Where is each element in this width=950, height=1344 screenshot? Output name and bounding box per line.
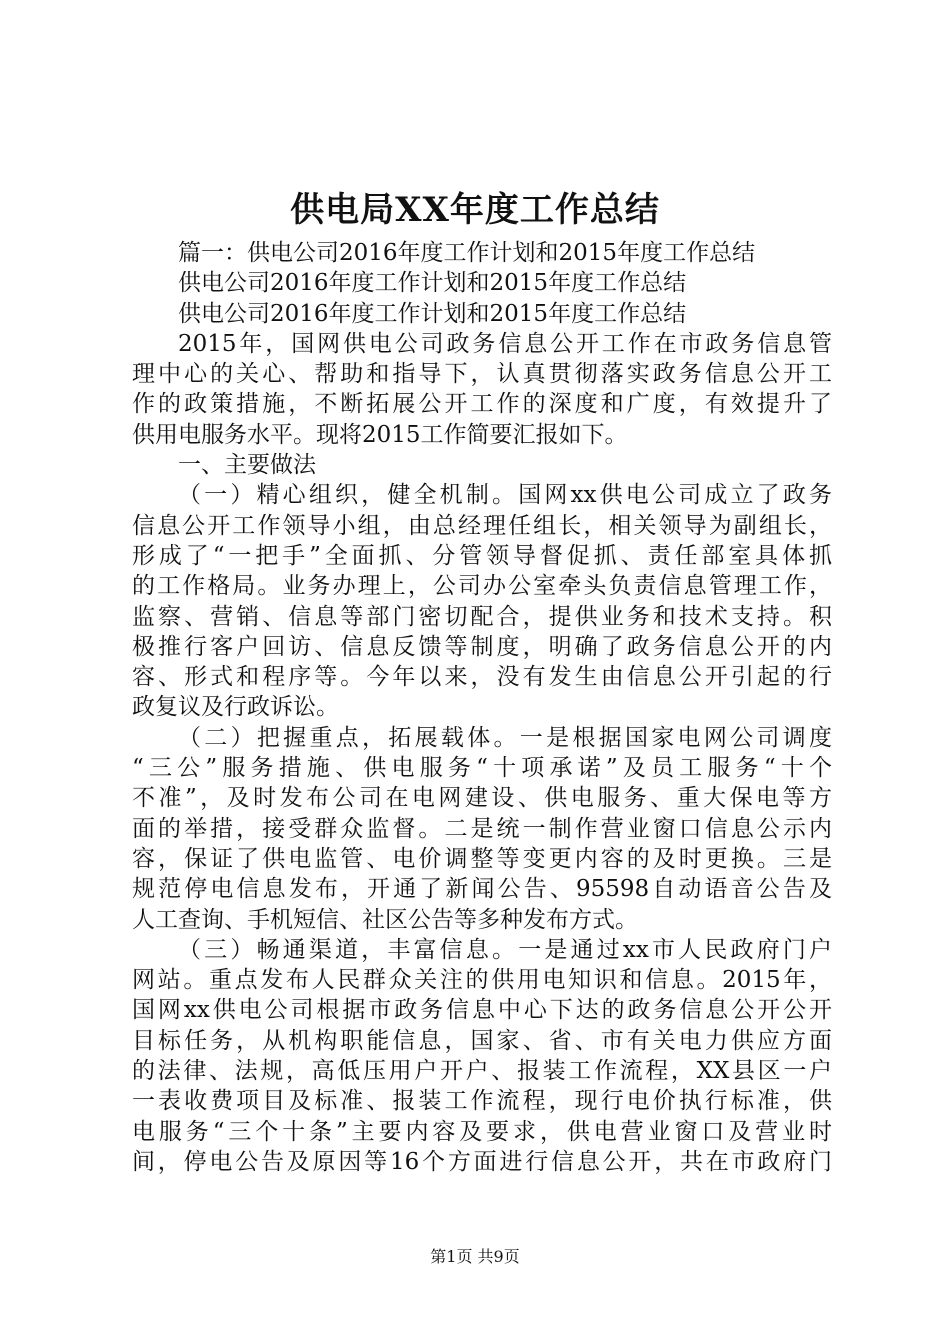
text-line: 理中心的关心、帮助和指导下，认真贯彻落实政务信息公开工 xyxy=(132,361,832,388)
text-line: 政复议及行政诉讼。 xyxy=(132,694,339,721)
text-line: 供用电服务水平。现将2015工作简要汇报如下。 xyxy=(132,421,628,448)
text-line: 2015年，国网供电公司政务信息公开工作在市政务信息管 xyxy=(178,330,832,357)
text-line: 篇一：供电公司2016年度工作计划和2015年度工作总结 xyxy=(178,240,756,266)
text-line: 容，保证了供电监管、电价调整等变更内容的及时更换。三是 xyxy=(132,845,832,872)
text-line: 的工作格局。业务办理上，公司办公室牵头负责信息管理工作， xyxy=(132,573,832,600)
text-line: 作的政策措施，不断拓展公开工作的深度和广度，有效提升了 xyxy=(132,391,832,418)
text-line: 面的举措，接受群众监督。二是统一制作营业窗口信息公示内 xyxy=(132,815,832,842)
text-line: 国网xx供电公司根据市政务信息中心下达的政务信息公开公开 xyxy=(132,997,832,1024)
text-line: 极推行客户回访、信息反馈等制度，明确了政务信息公开的内 xyxy=(132,633,832,660)
section-heading: 一、主要做法 xyxy=(178,452,316,479)
text-line: 供电公司2016年度工作计划和2015年度工作总结 xyxy=(178,270,687,297)
text-line: 监察、营销、信息等部门密切配合，提供业务和技术支持。积 xyxy=(132,603,832,630)
text-line: （三）畅通渠道，丰富信息。一是通过xx市人民政府门户 xyxy=(178,936,832,963)
text-line: 间，停电公告及原因等16个方面进行信息公开，共在市政府门 xyxy=(132,1148,832,1175)
text-line: 规范停电信息发布，开通了新闻公告、95598自动语音公告及 xyxy=(132,876,832,903)
text-line: 供电公司2016年度工作计划和2015年度工作总结 xyxy=(178,300,687,327)
text-line: （二）把握重点，拓展载体。一是根据国家电网公司调度 xyxy=(178,724,832,751)
text-line: “三公”服务措施、供电服务“十项承诺”及员工服务“十个 xyxy=(132,755,832,782)
text-line: 目标任务，从机构职能信息，国家、省、市有关电力供应方面 xyxy=(132,1027,832,1054)
text-line: 电服务“三个十条”主要内容及要求，供电营业窗口及营业时 xyxy=(132,1118,832,1145)
document-title: 供电局XX年度工作总结 xyxy=(290,190,660,230)
text-line: 一表收费项目及标准、报装工作流程，现行电价执行标准，供 xyxy=(132,1088,832,1115)
text-line: 形成了“一把手”全面抓、分管领导督促抓、责任部室具体抓 xyxy=(132,542,832,569)
page-number-footer: 第1页 共9页 xyxy=(430,1247,520,1266)
text-line: （一）精心组织，健全机制。国网xx供电公司成立了政务 xyxy=(178,482,832,509)
text-line: 不准”，及时发布公司在电网建设、供电服务、重大保电等方 xyxy=(132,785,832,812)
text-line: 容、形式和程序等。今年以来，没有发生由信息公开引起的行 xyxy=(132,664,832,691)
document-body xyxy=(132,238,832,1177)
text-line: 人工查询、手机短信、社区公告等多种发布方式。 xyxy=(132,906,638,933)
text-line: 网站。重点发布人民群众关注的供用电知识和信息。2015年， xyxy=(132,967,832,994)
text-line: 的法律、法规，高低压用户开户、报装工作流程，XX县区一户 xyxy=(132,1058,832,1085)
text-line: 信息公开工作领导小组，由总经理任组长，相关领导为副组长， xyxy=(132,512,832,539)
